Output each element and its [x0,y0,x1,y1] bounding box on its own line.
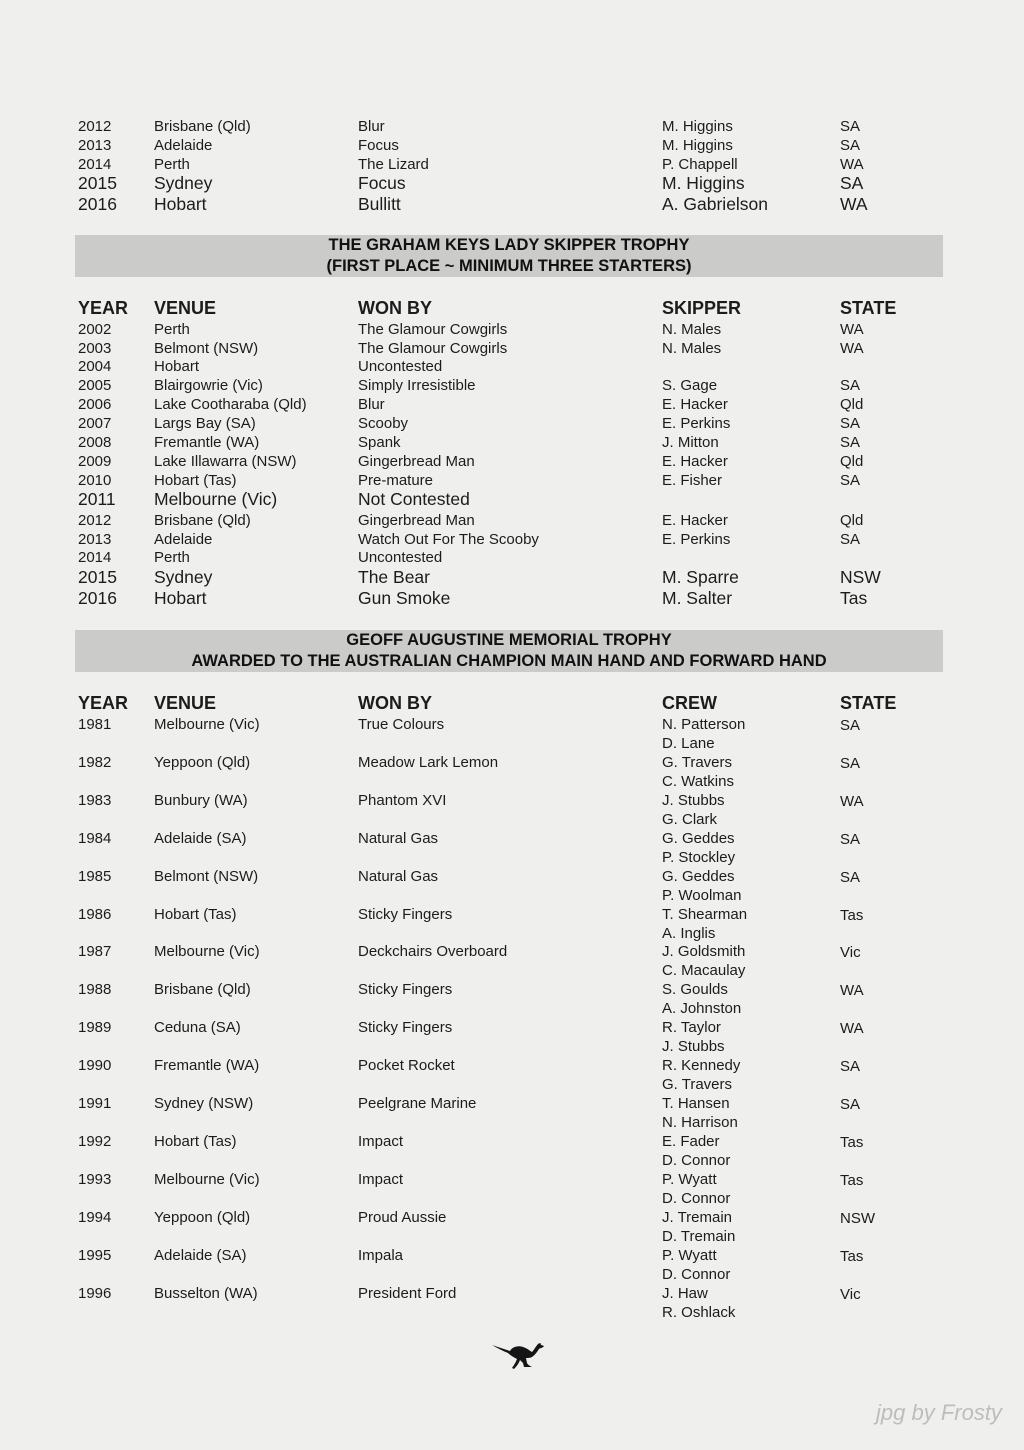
crew-cell [662,1132,730,1170]
table-row [0,511,1024,530]
venue-cell: Hobart (Tas) [154,905,237,923]
skipper-cell: A. Gabrielson [662,194,769,214]
venue-cell: Yeppoon (Qld) [154,1208,251,1226]
state-cell: Tas [840,1133,864,1151]
table-row [0,942,1024,980]
crew-cell [662,867,742,905]
won-by-cell: Meadow Lark Lemon [358,753,499,771]
state-cell: Qld [840,512,864,529]
crew-cell [662,1208,735,1246]
won-by-cell: Focus [358,173,406,193]
venue-header: VENUE [154,693,217,713]
state-cell: WA [840,321,864,338]
table-row [0,548,1024,567]
year-cell: 2008 [78,434,112,451]
venue-cell: Adelaide [154,531,213,548]
venue-cell: Hobart (Tas) [154,1132,237,1150]
won-by-cell: Natural Gas [358,829,439,847]
skipper-cell: E. Perkins [662,531,731,548]
state-cell: NSW [840,567,881,587]
state-cell: Tas [840,1247,864,1265]
year-cell: 2007 [78,415,112,432]
table-row [0,753,1024,791]
state-cell: SA [840,754,861,772]
venue-cell: Brisbane (Qld) [154,512,251,529]
won-by-cell: Impala [358,1246,404,1264]
venue-cell: Fremantle (WA) [154,1057,260,1075]
main-hand-name: J. Stubbs [662,791,725,809]
venue-cell: Blairgowrie (Vic) [154,377,263,394]
state-cell: SA [840,472,861,489]
year-cell: 2013 [78,531,112,548]
state-cell: NSW [840,1209,875,1227]
venue-cell: Hobart [154,358,200,375]
main-hand-name: G. Geddes [662,867,735,885]
forward-hand-name: R. Oshlack [662,1303,736,1321]
venue-cell: Hobart [154,194,207,214]
venue-cell: Sydney (NSW) [154,1095,254,1112]
forward-hand-name: N. Harrison [662,1114,738,1131]
state-header: STATE [840,298,897,318]
year-cell: 1988 [78,981,112,999]
won-by-cell: Proud Aussie [358,1208,447,1226]
lady-skipper-header-row [0,297,1024,319]
state-cell: Qld [840,453,864,470]
state-cell: WA [840,792,864,810]
main-hand-name: R. Kennedy [662,1057,741,1075]
year-cell: 1995 [78,1246,112,1264]
year-cell: 2004 [78,358,112,375]
crew-cell [662,1284,735,1322]
skipper-cell: N. Males [662,340,722,357]
state-header: STATE [840,693,897,713]
year-cell: 2011 [78,489,116,509]
venue-cell: Largs Bay (SA) [154,415,256,432]
won-by-cell: Blur [358,396,385,413]
table-row [0,339,1024,358]
skipper-header: SKIPPER [662,298,742,318]
state-cell: Vic [840,1285,861,1303]
forward-hand-name: D. Connor [662,1151,731,1169]
won-by-cell: Pocket Rocket [358,1057,455,1075]
skipper-cell: E. Hacker [662,396,728,413]
state-cell: SA [840,1058,861,1076]
table-row [0,715,1024,753]
main-hand-name: J. Tremain [662,1208,733,1226]
table-row [0,357,1024,376]
venue-header: VENUE [154,298,217,318]
augustine-trophy-banner [75,630,943,672]
main-hand-name: G. Geddes [662,829,735,847]
forward-hand-name: J. Stubbs [662,1038,725,1056]
table-row [0,530,1024,549]
year-cell: 1990 [78,1057,112,1075]
main-hand-name: G. Travers [662,753,733,771]
venue-cell: Adelaide [154,137,213,154]
state-cell: SA [840,434,861,451]
state-cell: SA [840,717,861,734]
won-by-cell: Gun Smoke [358,588,451,608]
year-cell: 1983 [78,791,112,809]
venue-cell: Sydney [154,567,213,587]
won-by-cell: Impact [358,1170,404,1188]
skipper-cell: M. Higgins [662,118,733,135]
year-cell: 2015 [78,567,117,587]
year-cell: 2014 [78,156,112,173]
venue-cell: Yeppoon (Qld) [154,753,251,771]
won-by-cell: Sticky Fingers [358,905,453,923]
venue-cell: Sydney [154,173,213,193]
state-cell: SA [840,173,864,193]
table-row [0,155,1024,174]
state-cell: SA [840,118,861,135]
crew-cell [662,715,745,753]
crew-cell [662,791,725,829]
table-row [0,791,1024,829]
table-row [0,194,1024,215]
state-cell: WA [840,1020,864,1038]
state-cell: SA [840,137,861,154]
skipper-cell: P. Chappell [662,156,738,173]
state-cell: Tas [840,588,868,608]
year-cell: 2013 [78,137,112,154]
state-cell: SA [840,377,861,394]
venue-cell: Bunbury (WA) [154,791,248,809]
venue-cell: Lake Cootharaba (Qld) [154,396,307,413]
venue-cell: Melbourne (Vic) [154,716,260,733]
won-by-cell: Sticky Fingers [358,1019,453,1037]
augustine-header-row [0,692,1024,714]
table-row [0,1018,1024,1056]
main-hand-name: T. Shearman [662,905,748,923]
year-cell: 2015 [78,173,117,193]
skipper-cell: E. Hacker [662,512,728,529]
year-cell: 2014 [78,549,112,566]
state-cell: WA [840,340,864,357]
won-by-cell: Uncontested [358,358,443,375]
year-cell: 2005 [78,377,112,394]
venue-cell: Melbourne (Vic) [154,1170,260,1188]
forward-hand-name: D. Tremain [662,1227,736,1245]
state-cell: WA [840,194,868,214]
won-by-cell: Scooby [358,415,409,432]
state-cell: WA [840,156,864,173]
venue-cell: Hobart (Tas) [154,472,237,489]
table-row [0,829,1024,867]
table-row [0,1056,1024,1094]
won-by-cell: Blur [358,118,385,135]
forward-hand-name: C. Macaulay [662,962,746,980]
table-row [0,433,1024,452]
forward-hand-name: G. Clark [662,810,718,828]
won-by-cell: Simply Irresistible [358,377,476,394]
won-by-cell: Not Contested [358,489,470,509]
year-cell: 2012 [78,512,112,529]
year-cell: 1993 [78,1170,112,1188]
year-cell: 2010 [78,472,112,489]
crew-cell [662,980,741,1018]
won-by-header: WON BY [358,298,432,318]
table-row [0,452,1024,471]
table-row [0,173,1024,194]
crew-cell [662,829,735,867]
forward-hand-name: D. Connor [662,1189,731,1207]
venue-cell: Hobart [154,588,207,608]
year-header: YEAR [78,298,129,318]
state-cell: Tas [840,1171,864,1189]
won-by-cell: Watch Out For The Scooby [358,531,539,548]
crew-cell [662,942,745,980]
won-by-cell: Focus [358,137,399,154]
won-by-cell: Impact [358,1132,404,1150]
state-cell: Vic [840,944,861,962]
main-hand-name: J. Haw [662,1284,708,1302]
table-row [0,1208,1024,1246]
table-row [0,489,1024,510]
venue-cell: Perth [154,156,190,173]
skipper-cell: E. Hacker [662,453,728,470]
year-cell: 2006 [78,396,112,413]
state-cell: SA [840,868,861,886]
venue-cell: Brisbane (Qld) [154,118,251,135]
year-cell: 2003 [78,340,112,357]
year-cell: 1981 [78,716,112,733]
table-row [0,1246,1024,1284]
year-cell: 1984 [78,829,112,847]
won-by-header: WON BY [358,693,432,713]
year-cell: 1987 [78,943,112,961]
crew-cell [662,1170,730,1208]
state-cell: SA [840,531,861,548]
year-cell: 1994 [78,1208,112,1226]
lady-skipper-subtitle: (FIRST PLACE ~ MINIMUM THREE STARTERS) [326,257,692,275]
won-by-cell: Deckchairs Overboard [358,943,508,961]
venue-cell: Ceduna (SA) [154,1019,241,1037]
venue-cell: Melbourne (Vic) [154,489,278,509]
table-row [0,117,1024,136]
main-hand-name: P. Wyatt [662,1170,717,1188]
state-cell: SA [840,830,861,848]
venue-cell: Busselton (WA) [154,1284,258,1302]
skipper-cell: E. Perkins [662,415,731,432]
photo-watermark: jpg by Frosty [876,1400,1002,1425]
won-by-cell: Spank [358,434,401,451]
venue-cell: Perth [154,549,190,566]
table-row [0,376,1024,395]
main-hand-name: S. Goulds [662,981,728,999]
year-cell: 2016 [78,588,117,608]
state-cell: SA [840,1096,861,1113]
crew-cell [662,1246,730,1284]
forward-hand-name: C. Watkins [662,772,734,790]
table-row [0,414,1024,433]
won-by-cell: The Lizard [358,156,429,173]
kangaroo-icon [490,1335,546,1371]
skipper-cell: E. Fisher [662,472,723,489]
skipper-cell: S. Gage [662,377,718,394]
table-row [0,1094,1024,1132]
forward-hand-name: P. Stockley [662,848,736,866]
table-row [0,1170,1024,1208]
won-by-cell: Gingerbread Man [358,512,475,529]
table-row [0,320,1024,339]
venue-cell: Belmont (NSW) [154,340,259,357]
state-cell: Tas [840,906,864,924]
table-row [0,588,1024,609]
won-by-cell: Sticky Fingers [358,981,453,999]
lady-skipper-trophy-banner [75,235,943,277]
venue-cell: Adelaide (SA) [154,829,247,847]
forward-hand-name: A. Inglis [662,924,716,942]
year-header: YEAR [78,693,129,713]
won-by-cell: Pre-mature [358,472,434,489]
crew-cell [662,905,747,943]
year-cell: 1991 [78,1095,112,1112]
skipper-cell: N. Males [662,321,722,338]
venue-cell: Melbourne (Vic) [154,943,260,961]
main-hand-name: J. Goldsmith [662,943,746,961]
venue-cell: Belmont (NSW) [154,867,259,885]
skipper-cell: M. Salter [662,588,733,608]
table-row [0,867,1024,905]
year-cell: 2002 [78,321,112,338]
table-row [0,567,1024,588]
state-cell: WA [840,982,864,1000]
year-cell: 1996 [78,1284,112,1302]
year-cell: 2016 [78,194,117,214]
skipper-cell: M. Higgins [662,173,745,193]
won-by-cell: The Bear [358,567,430,587]
main-hand-name: R. Taylor [662,1019,721,1037]
won-by-cell: The Glamour Cowgirls [358,340,508,357]
skipper-cell: J. Mitton [662,434,719,451]
augustine-subtitle: AWARDED TO THE AUSTRALIAN CHAMPION MAIN HAND AND FORWARD HAND [191,652,827,670]
won-by-cell: Phantom XVI [358,791,447,809]
year-cell: 2009 [78,453,112,470]
won-by-cell: President Ford [358,1284,457,1302]
forward-hand-name: P. Woolman [662,886,742,904]
skipper-cell: M. Higgins [662,137,733,154]
won-by-cell: Bullitt [358,194,401,214]
won-by-cell: Uncontested [358,549,443,566]
forward-hand-name: D. Connor [662,1265,731,1283]
venue-cell: Perth [154,321,190,338]
crew-header: CREW [662,693,717,713]
main-hand-name: E. Fader [662,1132,720,1150]
forward-hand-name: G. Travers [662,1076,733,1094]
won-by-cell: True Colours [358,716,445,733]
venue-cell: Brisbane (Qld) [154,981,251,999]
crew-cell [662,1094,738,1132]
year-cell: 1986 [78,905,112,923]
table-row [0,980,1024,1018]
forward-hand-name: D. Lane [662,735,715,752]
crew-cell [662,1056,740,1094]
skipper-cell: M. Sparre [662,567,739,587]
table-row [0,471,1024,490]
table-row [0,1132,1024,1170]
venue-cell: Adelaide (SA) [154,1246,247,1264]
main-hand-name: N. Patterson [662,716,746,733]
main-hand-name: T. Hansen [662,1095,730,1112]
crew-cell [662,753,734,791]
augustine-title: GEOFF AUGUSTINE MEMORIAL TROPHY [346,631,672,649]
table-row [0,395,1024,414]
forward-hand-name: A. Johnston [662,1000,742,1018]
table-row [0,905,1024,943]
table-row [0,136,1024,155]
won-by-cell: Gingerbread Man [358,453,475,470]
state-cell: SA [840,415,861,432]
venue-cell: Lake Illawarra (NSW) [154,453,297,470]
year-cell: 1989 [78,1019,112,1037]
year-cell: 1985 [78,867,112,885]
year-cell: 1992 [78,1132,112,1150]
lady-skipper-title: THE GRAHAM KEYS LADY SKIPPER TROPHY [328,236,690,254]
table-row [0,1284,1024,1322]
won-by-cell: The Glamour Cowgirls [358,321,508,338]
main-hand-name: P. Wyatt [662,1246,717,1264]
year-cell: 1982 [78,753,112,771]
venue-cell: Fremantle (WA) [154,434,260,451]
won-by-cell: Peelgrane Marine [358,1095,477,1112]
won-by-cell: Natural Gas [358,867,439,885]
year-cell: 2012 [78,118,112,135]
crew-cell [662,1018,725,1056]
state-cell: Qld [840,396,864,413]
